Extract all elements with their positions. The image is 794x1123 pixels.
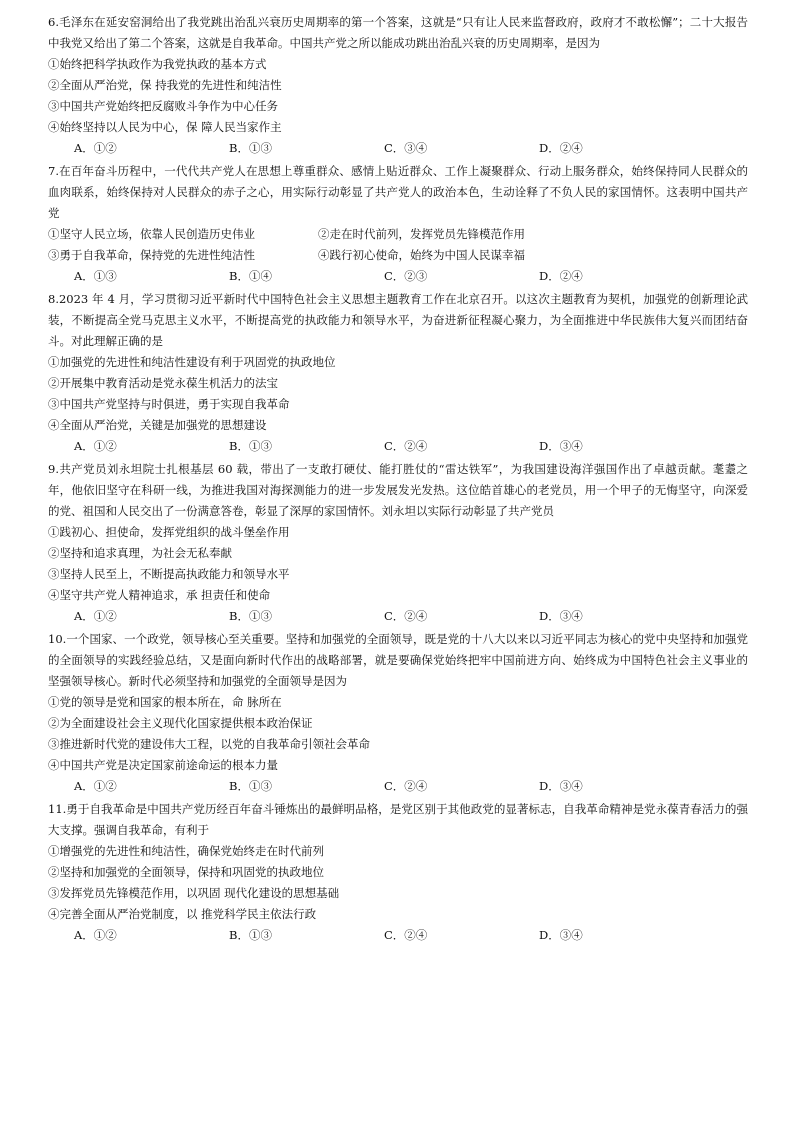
- option-a[interactable]: A．①②: [74, 439, 117, 453]
- option-d[interactable]: D．③④: [539, 779, 583, 793]
- answer-options: [48, 776, 748, 797]
- statement: ④始终坚持以人民为中心，保 障人民当家作主: [48, 120, 282, 134]
- statement: ④全面从严治党，关键是加强党的思想建设: [48, 418, 267, 432]
- statement: ②为全面建设社会主义现代化国家提供根本政治保证: [48, 716, 313, 730]
- option-c[interactable]: C．②④: [384, 779, 428, 793]
- question-11: [48, 799, 748, 946]
- statement: ③发挥党员先锋模范作用，以巩固 现代化建设的思想基础: [48, 886, 340, 900]
- exam-page: [48, 12, 748, 948]
- option-a[interactable]: A．①②: [74, 609, 117, 623]
- option-b[interactable]: B．①③: [229, 928, 272, 942]
- statement: ①党的领导是党和国家的根本所在，命 脉所在: [48, 695, 282, 709]
- option-c[interactable]: C．②④: [384, 928, 428, 942]
- option-b[interactable]: B．①③: [229, 439, 272, 453]
- answer-options: [48, 925, 748, 946]
- statement: ①始终把科学执政作为我党执政的基本方式: [48, 57, 267, 71]
- option-b[interactable]: B．①④: [229, 269, 272, 283]
- statement: ②开展集中教育活动是党永葆生机活力的法宝: [48, 376, 278, 390]
- question-stem: 11.勇于自我革命是中国共产党历经百年奋斗锤炼出的最鲜明品格，是党区别于其他政党的显著标志，自我革命精神是党永葆青春活力的强大支撑。强调自我革命，有利于: [48, 802, 748, 837]
- option-c[interactable]: C．②③: [384, 269, 428, 283]
- option-c[interactable]: C．②④: [384, 439, 428, 453]
- statement: ②走在时代前列，发挥党员先锋模范作用: [318, 227, 525, 241]
- answer-options: [48, 266, 748, 287]
- question-7: [48, 161, 748, 287]
- statement: ①践初心、担使命，发挥党组织的战斗堡垒作用: [48, 525, 290, 539]
- statement: ④践行初心使命，始终为中国人民谋幸福: [318, 248, 525, 262]
- statement: ④坚守共产党人精神追求，承 担责任和使命: [48, 588, 271, 602]
- statement: ④中国共产党是决定国家前途命运的根本力量: [48, 758, 278, 772]
- answer-options: [48, 606, 748, 627]
- option-d[interactable]: D．②④: [539, 269, 583, 283]
- option-b[interactable]: B．①③: [229, 609, 272, 623]
- statement: ③坚持人民至上，不断提高执政能力和领导水平: [48, 567, 290, 581]
- statement: ④完善全面从严治党制度，以 推党科学民主依法行政: [48, 907, 317, 921]
- statement: ①加强党的先进性和纯洁性建设有利于巩固党的执政地位: [48, 355, 336, 369]
- option-d[interactable]: D．③④: [539, 928, 583, 942]
- question-stem: 8.2023 年 4 月，学习贯彻习近平新时代中国特色社会主义思想主题教育工作在北京召开。以这次主题教育为契机，加强党的创新理论武装，不断提高全党马克思主义水平，不断提高党的执政能力和领导水平，为奋进新征程凝心聚力，为全面推进中华民族伟大复兴而团结奋斗。对此理解正确的是: [48, 292, 748, 348]
- option-a[interactable]: A．①③: [74, 269, 117, 283]
- option-d[interactable]: D．③④: [539, 609, 583, 623]
- question-9: [48, 459, 748, 627]
- question-6: [48, 12, 748, 159]
- option-d[interactable]: D．②④: [539, 141, 583, 155]
- statement: ①增强党的先进性和纯洁性，确保党始终走在时代前列: [48, 844, 324, 858]
- option-b[interactable]: B．①③: [229, 779, 272, 793]
- option-c[interactable]: C．②④: [384, 609, 428, 623]
- statement: ③中国共产党坚持与时俱进，勇于实现自我革命: [48, 397, 290, 411]
- statement-row: [48, 224, 748, 245]
- statement: ②坚持和加强党的全面领导，保持和巩固党的执政地位: [48, 865, 324, 879]
- statement: ③勇于自我革命，保持党的先进性纯洁性: [48, 248, 255, 262]
- statement-row: [48, 245, 748, 266]
- option-d[interactable]: D．③④: [539, 439, 583, 453]
- answer-options: [48, 138, 748, 159]
- option-a[interactable]: A．①②: [74, 779, 117, 793]
- statement: ③推进新时代党的建设伟大工程，以党的自我革命引领社会革命: [48, 737, 370, 751]
- statement: ②坚持和追求真理，为社会无私奉献: [48, 546, 232, 560]
- option-c[interactable]: C．③④: [384, 141, 428, 155]
- answer-options: [48, 436, 748, 457]
- question-stem: 10.一个国家、一个政党，领导核心至关重要。坚持和加强党的全面领导，既是党的十八大以来以习近平同志为核心的党中央坚持和加强党的全面领导的实践经验总结，又是面向新时代作出的战略部署，就是要确保党始终把牢中国前进方向、始终成为中国特色社会主义事业的坚强领导核心。新时代必须坚持和加强党的全面领导是因为: [48, 632, 748, 688]
- question-8: [48, 289, 748, 457]
- statement: ①坚守人民立场，依靠人民创造历史伟业: [48, 227, 255, 241]
- question-stem: 6.毛泽东在延安窑洞给出了我党跳出治乱兴衰历史周期率的第一个答案，这就是“只有让人民来监督政府，政府才不敢松懈”；二十大报告中我党又给出了第二个答案，这就是自我革命。中国共产党之所以能成功跳出治乱兴衰的历史周期率，是因为: [48, 15, 748, 50]
- option-a[interactable]: A．①②: [74, 928, 117, 942]
- statement: ③中国共产党始终把反腐败斗争作为中心任务: [48, 99, 278, 113]
- question-10: [48, 629, 748, 797]
- option-b[interactable]: B．①③: [229, 141, 272, 155]
- question-stem: 9.共产党员刘永坦院士扎根基层 60 载，带出了一支敢打硬仗、能打胜仗的“雷达铁军”，为我国建设海洋强国作出了卓越贡献。耄耋之年，他依旧坚守在科研一线，为推进我国对海探测能力的进一步发展发光发热。这位皓首雄心的老党员，用一个甲子的无悔坚守，向深爱的党、祖国和人民交出了一份满意答卷，彰显了深厚的家国情怀。刘永坦以实际行动彰显了共产党员: [48, 462, 748, 518]
- question-stem: 7.在百年奋斗历程中，一代代共产党人在思想上尊重群众、感情上贴近群众、工作上凝聚群众、行动上服务群众，始终保持同人民群众的血肉联系，始终保持对人民群众的赤子之心，用实际行动彰显了共产党人的政治本色，生动诠释了不负人民的家国情怀。这表明中国共产党: [48, 164, 748, 220]
- statement: ②全面从严治党，保 持我党的先进性和纯洁性: [48, 78, 282, 92]
- option-a[interactable]: A．①②: [74, 141, 117, 155]
